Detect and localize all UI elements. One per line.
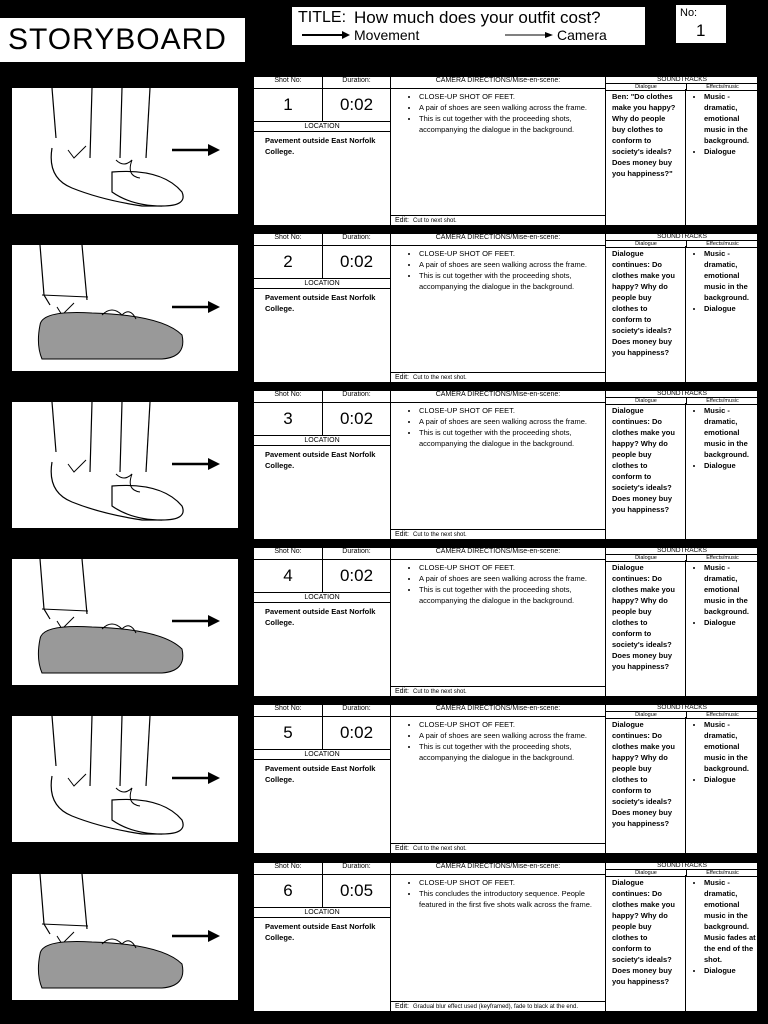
edit-label: Edit: [395, 217, 410, 224]
feet-sketch-icon [12, 716, 238, 842]
shot-row [0, 233, 768, 383]
directions-list [391, 560, 605, 606]
effects-column [685, 89, 758, 226]
shot-sketch [12, 88, 238, 214]
effect-item: • Dialogue [704, 617, 756, 628]
number-value: 1 [696, 21, 706, 40]
shot-duration: 0:05 [322, 875, 390, 908]
effect-item: • Dialogue [704, 303, 756, 314]
soundtracks-label: SOUNDTRACKS [606, 77, 758, 84]
effect-item: • Dialogue [704, 460, 756, 471]
location-text: Pavement outside East Norfolk College. [265, 450, 376, 470]
directions-list [391, 246, 605, 292]
edit-label: Edit: [395, 531, 410, 538]
edit-text: Gradual blur effect used (keyframed), fade to black at the end. [413, 1004, 578, 1010]
duration-label: Duration: [322, 863, 390, 875]
camera-directions [390, 246, 605, 372]
shot-no-label: Shot No: [254, 77, 322, 89]
edit-label: Edit: [395, 845, 410, 852]
dialogue-label: Dialogue [635, 555, 657, 561]
direction-item: • This is cut together with the proceeding shots, accompanying the dialogue in the background. [419, 427, 601, 449]
duration-label: Duration: [322, 234, 390, 246]
shot-panel [253, 76, 758, 226]
camera-directions [390, 560, 605, 686]
shot-sketch [12, 245, 238, 371]
location-label: LOCATION [254, 279, 390, 289]
effects-list [686, 560, 758, 628]
directions-list [391, 875, 605, 910]
shot-duration: 0:02 [322, 403, 390, 436]
duration-label: Duration: [322, 77, 390, 89]
shot-number: 3 [254, 403, 322, 436]
effects-label: Effects/music [686, 712, 758, 718]
effect-item: • Music - dramatic, emotional music in the background. [704, 91, 756, 146]
location-text: Pavement outside East Norfolk College. [265, 607, 376, 627]
effect-item: • Music - dramatic, emotional music in the background. [704, 719, 756, 774]
shot-row [0, 862, 768, 1012]
soundtracks-header [605, 863, 758, 875]
shot-duration: 0:02 [322, 560, 390, 593]
direction-item: • This is cut together with the proceeding shots, accompanying the dialogue in the background. [419, 741, 601, 763]
direction-item: • This concludes the introductory sequence. People featured in the first five shots walk across the frame. [419, 888, 601, 910]
camera-directions-label: CAMERA DIRECTIONS/Mise-en-scene: [390, 77, 605, 89]
shot-number: 1 [254, 89, 322, 122]
camera-directions [390, 717, 605, 843]
edit-text: Cut to next shot. [413, 218, 457, 224]
effects-label: Effects/music [686, 84, 758, 90]
shot-row [0, 76, 768, 226]
soundtracks-label: SOUNDTRACKS [606, 548, 758, 555]
shot-panel [253, 704, 758, 854]
camera-directions [390, 875, 605, 1001]
dialogue-label: Dialogue [635, 398, 657, 404]
dialogue-text: Dialogue continues: Do clothes make you happy? Why do people buy clothes to conform to society's ideals? Does money buy you happiness? [605, 875, 685, 1012]
edit-text: Cut to the next shot. [413, 375, 467, 381]
soundtracks-header [605, 77, 758, 89]
shot-no-label: Shot No: [254, 234, 322, 246]
shot-no-label: Shot No: [254, 705, 322, 717]
effect-item: • Music - dramatic, emotional music in the background. [704, 405, 756, 460]
location-label: LOCATION [254, 908, 390, 918]
dialogue-text: Dialogue continues: Do clothes make you happy? Why do people buy clothes to conform to society's ideals? Does money buy you happiness? [605, 246, 685, 383]
camera-directions-label: CAMERA DIRECTIONS/Mise-en-scene: [390, 705, 605, 717]
dialogue-label: Dialogue [635, 870, 657, 876]
camera-directions-label: CAMERA DIRECTIONS/Mise-en-scene: [390, 548, 605, 560]
direction-item: • CLOSE-UP SHOT OF FEET. [419, 562, 601, 573]
feet-sketch-icon [12, 402, 238, 528]
movement-arrow-icon [302, 30, 350, 40]
duration-label: Duration: [322, 705, 390, 717]
edit-row [390, 686, 605, 697]
effects-column [685, 875, 758, 1012]
direction-item: • A pair of shoes are seen walking across the frame. [419, 259, 601, 270]
shot-sketch [12, 559, 238, 685]
soundtracks-header [605, 705, 758, 717]
edit-row [390, 215, 605, 226]
dialogue-text: Ben: "Do clothes make you happy? Why do people buy clothes to conform to society's ideals? Does money buy you happiness?" [605, 89, 685, 226]
camera-legend [505, 27, 607, 43]
title-box [291, 6, 646, 46]
effects-label: Effects/music [686, 870, 758, 876]
effects-column [685, 560, 758, 697]
dialogue-text: Dialogue continues: Do clothes make you happy? Why do people buy clothes to conform to society's ideals? Does money buy you happiness? [605, 403, 685, 540]
location-text: Pavement outside East Norfolk College. [265, 922, 376, 942]
soundtracks-label: SOUNDTRACKS [606, 705, 758, 712]
directions-list [391, 717, 605, 763]
camera-label: Camera [557, 27, 607, 43]
feet-sketch-icon [12, 874, 238, 1000]
shot-sketch [12, 874, 238, 1000]
soundtracks-header [605, 391, 758, 403]
shot-number: 2 [254, 246, 322, 279]
shot-duration: 0:02 [322, 89, 390, 122]
dialogue-text: Dialogue continues: Do clothes make you happy? Why do people buy clothes to conform to society's ideals? Does money buy you happiness? [605, 717, 685, 854]
shot-no-label: Shot No: [254, 863, 322, 875]
edit-text: Cut to the next shot. [413, 846, 467, 852]
dialogue-label: Dialogue [635, 84, 657, 90]
shot-panel [253, 862, 758, 1012]
soundtracks-label: SOUNDTRACKS [606, 391, 758, 398]
dialogue-text: Dialogue continues: Do clothes make you happy? Why do people buy clothes to conform to society's ideals? Does money buy you happiness? [605, 560, 685, 697]
title-text: How much does your outfit cost? [354, 8, 601, 27]
effect-item: • Dialogue [704, 774, 756, 785]
location-text: Pavement outside East Norfolk College. [265, 293, 376, 313]
shot-number: 5 [254, 717, 322, 750]
direction-item: • A pair of shoes are seen walking across the frame. [419, 573, 601, 584]
shot-no-label: Shot No: [254, 548, 322, 560]
soundtracks-header [605, 548, 758, 560]
direction-item: • CLOSE-UP SHOT OF FEET. [419, 877, 601, 888]
number-label: No: [680, 7, 698, 19]
shot-panel [253, 390, 758, 540]
location-label: LOCATION [254, 436, 390, 446]
movement-label: Movement [354, 27, 420, 43]
shot-row [0, 390, 768, 540]
soundtracks-header [605, 234, 758, 246]
shot-row [0, 704, 768, 854]
direction-item: • A pair of shoes are seen walking across the frame. [419, 416, 601, 427]
effect-item: • Music - dramatic, emotional music in the background. [704, 248, 756, 303]
direction-item: • CLOSE-UP SHOT OF FEET. [419, 248, 601, 259]
number-box [676, 5, 726, 43]
effects-column [685, 246, 758, 383]
shot-number: 6 [254, 875, 322, 908]
edit-row [390, 843, 605, 854]
effects-list [686, 246, 758, 314]
shot-number: 4 [254, 560, 322, 593]
effects-column [685, 717, 758, 854]
direction-item: • This is cut together with the proceeding shots, accompanying the dialogue in the background. [419, 270, 601, 292]
camera-directions [390, 89, 605, 215]
shot-duration: 0:02 [322, 246, 390, 279]
location-text: Pavement outside East Norfolk College. [265, 764, 376, 784]
location-label: LOCATION [254, 750, 390, 760]
effects-label: Effects/music [686, 555, 758, 561]
dialogue-label: Dialogue [635, 712, 657, 718]
direction-item: • CLOSE-UP SHOT OF FEET. [419, 91, 601, 102]
directions-list [391, 89, 605, 135]
edit-label: Edit: [395, 688, 410, 695]
direction-item: • CLOSE-UP SHOT OF FEET. [419, 719, 601, 730]
movement-legend [302, 27, 419, 43]
edit-label: Edit: [395, 374, 410, 381]
camera-arrow-icon [505, 30, 553, 40]
soundtracks-label: SOUNDTRACKS [606, 863, 758, 870]
feet-sketch-icon [12, 559, 238, 685]
effect-item: • Music - dramatic, emotional music in the background. [704, 562, 756, 617]
soundtracks-label: SOUNDTRACKS [606, 234, 758, 241]
dialogue-label: Dialogue [635, 241, 657, 247]
effects-list [686, 403, 758, 471]
camera-directions [390, 403, 605, 529]
effects-column [685, 403, 758, 540]
effects-list [686, 89, 758, 157]
edit-row [390, 1001, 605, 1012]
shot-sketch [12, 402, 238, 528]
camera-directions-label: CAMERA DIRECTIONS/Mise-en-scene: [390, 391, 605, 403]
camera-directions-label: CAMERA DIRECTIONS/Mise-en-scene: [390, 234, 605, 246]
direction-item: • This is cut together with the proceeding shots, accompanying the dialogue in the background. [419, 113, 601, 135]
camera-directions-label: CAMERA DIRECTIONS/Mise-en-scene: [390, 863, 605, 875]
shot-duration: 0:02 [322, 717, 390, 750]
effects-list [686, 717, 758, 785]
location-label: LOCATION [254, 593, 390, 603]
duration-label: Duration: [322, 391, 390, 403]
edit-row [390, 529, 605, 540]
storyboard-heading: STORYBOARD [8, 23, 227, 56]
feet-sketch-icon [12, 245, 238, 371]
effect-item: • Dialogue [704, 965, 756, 976]
shot-row [0, 547, 768, 697]
effect-item: • Music - dramatic, emotional music in the background. Music fades at the end of the shot. [704, 877, 756, 965]
effect-item: • Dialogue [704, 146, 756, 157]
edit-text: Cut to the next shot. [413, 532, 467, 538]
storyboard-heading-box [0, 18, 245, 62]
direction-item: • This is cut together with the proceeding shots, accompanying the dialogue in the background. [419, 584, 601, 606]
direction-item: • CLOSE-UP SHOT OF FEET. [419, 405, 601, 416]
effects-label: Effects/music [686, 398, 758, 404]
location-text: Pavement outside East Norfolk College. [265, 136, 376, 156]
effects-label: Effects/music [686, 241, 758, 247]
direction-item: • A pair of shoes are seen walking across the frame. [419, 102, 601, 113]
duration-label: Duration: [322, 548, 390, 560]
feet-sketch-icon [12, 88, 238, 214]
location-label: LOCATION [254, 122, 390, 132]
direction-item: • A pair of shoes are seen walking across the frame. [419, 730, 601, 741]
shot-panel [253, 233, 758, 383]
edit-label: Edit: [395, 1003, 410, 1010]
shot-no-label: Shot No: [254, 391, 322, 403]
directions-list [391, 403, 605, 449]
edit-row [390, 372, 605, 383]
shot-panel [253, 547, 758, 697]
effects-list [686, 875, 758, 976]
title-label: TITLE: [298, 9, 347, 26]
shot-sketch [12, 716, 238, 842]
edit-text: Cut to the next shot. [413, 689, 467, 695]
